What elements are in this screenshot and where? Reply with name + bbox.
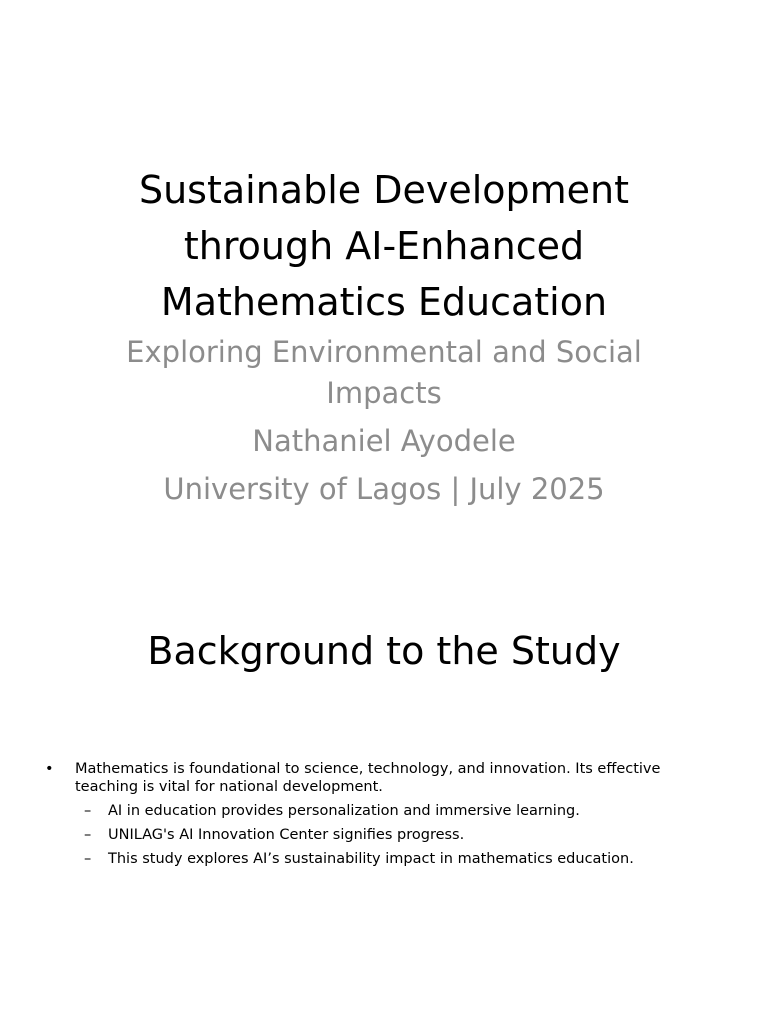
presentation-title: Sustainable Development through AI-Enhanced Mathematics Education xyxy=(138,168,630,324)
subtitle-block xyxy=(84,332,684,510)
list-item xyxy=(0,802,768,820)
list-item xyxy=(0,760,768,796)
list-item xyxy=(0,850,768,868)
background-slide xyxy=(0,540,768,1024)
bullet-marker: • xyxy=(45,761,54,777)
dash-marker: – xyxy=(84,827,92,843)
sub-bullet-text: AI in education provides personalization and immersive learning. xyxy=(108,803,580,819)
bullet-text: Mathematics is foundational to science, technology, and innovation. Its effective teaching is vital for national development. xyxy=(75,761,661,795)
presentation-subtitle: Exploring Environmental and Social Impacts xyxy=(126,335,642,410)
bullet-list xyxy=(0,760,768,874)
dash-marker: – xyxy=(84,851,92,867)
sub-bullet-text: UNILAG's AI Innovation Center signifies progress. xyxy=(108,827,465,843)
slide-heading: Background to the Study xyxy=(147,629,621,673)
author-name: Nathaniel Ayodele xyxy=(252,424,516,458)
sub-bullet-text: This study explores AI’s sustainability impact in mathematics education. xyxy=(108,851,634,867)
list-item xyxy=(0,826,768,844)
dash-marker: – xyxy=(84,803,92,819)
affiliation-date: University of Lagos | July 2025 xyxy=(163,472,605,506)
